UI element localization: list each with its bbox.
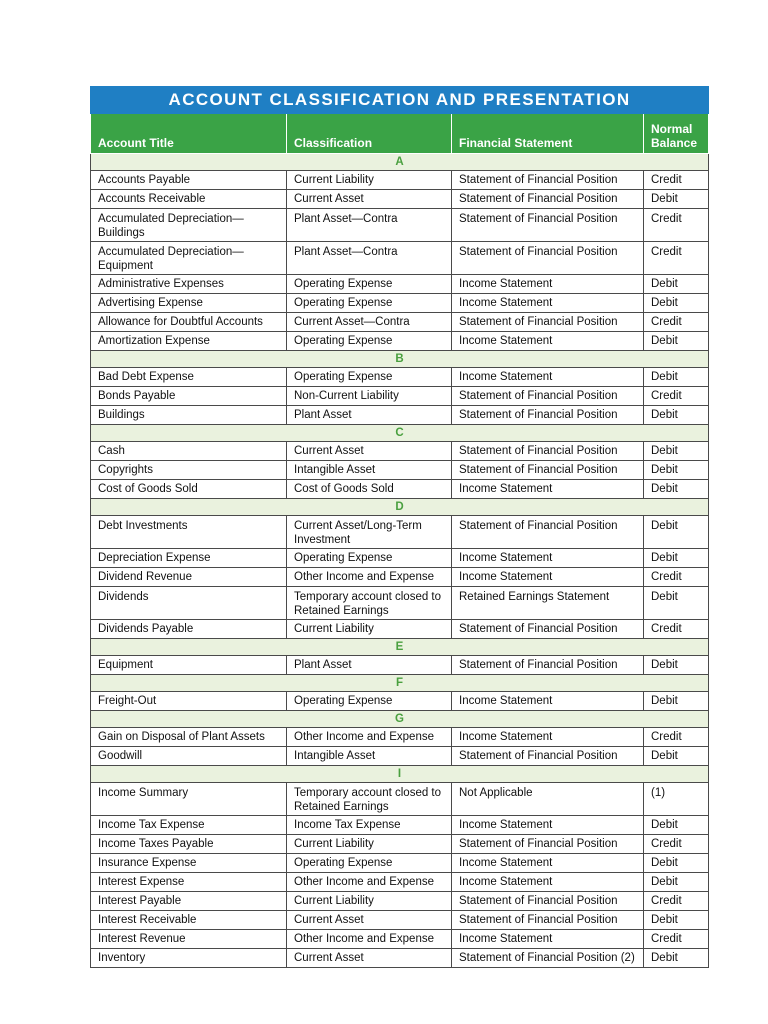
- cell-financial-statement: Income Statement: [452, 332, 644, 351]
- cell-financial-statement: Statement of Financial Position: [452, 620, 644, 639]
- cell-normal-balance: Debit: [644, 873, 709, 892]
- cell-financial-statement: Income Statement: [452, 368, 644, 387]
- section-header-row: [91, 425, 709, 442]
- cell-account-title: Insurance Expense: [91, 854, 287, 873]
- cell-normal-balance: Credit: [644, 620, 709, 639]
- table-row: [91, 275, 709, 294]
- cell-financial-statement: Statement of Financial Position: [452, 892, 644, 911]
- cell-financial-statement: Statement of Financial Position: [452, 747, 644, 766]
- cell-account-title: Accumulated Depreciation—Equipment: [91, 242, 287, 275]
- section-letter: B: [91, 351, 709, 368]
- cell-normal-balance: Debit: [644, 747, 709, 766]
- table-row: [91, 516, 709, 549]
- cell-account-title: Interest Revenue: [91, 930, 287, 949]
- cell-account-title: Copyrights: [91, 461, 287, 480]
- cell-account-title: Bonds Payable: [91, 387, 287, 406]
- table-row: [91, 783, 709, 816]
- cell-normal-balance: Debit: [644, 816, 709, 835]
- cell-account-title: Freight-Out: [91, 692, 287, 711]
- section-letter: E: [91, 639, 709, 656]
- section-letter: F: [91, 675, 709, 692]
- cell-classification: Operating Expense: [287, 854, 452, 873]
- table-row: [91, 190, 709, 209]
- cell-account-title: Accounts Receivable: [91, 190, 287, 209]
- table-row: [91, 387, 709, 406]
- cell-financial-statement: Statement of Financial Position: [452, 656, 644, 675]
- cell-account-title: Dividends Payable: [91, 620, 287, 639]
- table-title: ACCOUNT CLASSIFICATION AND PRESENTATION: [91, 87, 709, 114]
- cell-classification: Operating Expense: [287, 368, 452, 387]
- title-row: [91, 87, 709, 114]
- cell-account-title: Accounts Payable: [91, 171, 287, 190]
- cell-financial-statement: Statement of Financial Position (2): [452, 949, 644, 968]
- cell-account-title: Debt Investments: [91, 516, 287, 549]
- cell-normal-balance: Debit: [644, 949, 709, 968]
- table-row: [91, 854, 709, 873]
- cell-account-title: Interest Expense: [91, 873, 287, 892]
- cell-normal-balance: Debit: [644, 461, 709, 480]
- cell-financial-statement: Income Statement: [452, 692, 644, 711]
- cell-financial-statement: Statement of Financial Position: [452, 835, 644, 854]
- cell-classification: Temporary account closed to Retained Earnings: [287, 783, 452, 816]
- section-header-row: [91, 499, 709, 516]
- cell-normal-balance: Debit: [644, 656, 709, 675]
- cell-classification: Current Asset—Contra: [287, 313, 452, 332]
- cell-normal-balance: Credit: [644, 568, 709, 587]
- cell-classification: Current Asset: [287, 949, 452, 968]
- table-row: [91, 835, 709, 854]
- cell-classification: Plant Asset—Contra: [287, 242, 452, 275]
- cell-financial-statement: Statement of Financial Position: [452, 406, 644, 425]
- cell-normal-balance: Debit: [644, 480, 709, 499]
- section-header-row: [91, 766, 709, 783]
- cell-classification: Cost of Goods Sold: [287, 480, 452, 499]
- cell-classification: Income Tax Expense: [287, 816, 452, 835]
- cell-classification: Current Asset: [287, 442, 452, 461]
- table-row: [91, 442, 709, 461]
- cell-account-title: Depreciation Expense: [91, 549, 287, 568]
- cell-classification: Operating Expense: [287, 294, 452, 313]
- cell-classification: Temporary account closed to Retained Earnings: [287, 587, 452, 620]
- cell-normal-balance: Debit: [644, 854, 709, 873]
- cell-normal-balance: Debit: [644, 332, 709, 351]
- cell-normal-balance: Credit: [644, 728, 709, 747]
- cell-financial-statement: Statement of Financial Position: [452, 911, 644, 930]
- cell-account-title: Income Summary: [91, 783, 287, 816]
- cell-financial-statement: Income Statement: [452, 294, 644, 313]
- section-letter: G: [91, 711, 709, 728]
- cell-financial-statement: Income Statement: [452, 873, 644, 892]
- cell-financial-statement: Income Statement: [452, 854, 644, 873]
- table-row: [91, 568, 709, 587]
- cell-account-title: Advertising Expense: [91, 294, 287, 313]
- cell-classification: Current Liability: [287, 171, 452, 190]
- cell-financial-statement: Statement of Financial Position: [452, 190, 644, 209]
- cell-classification: Plant Asset: [287, 656, 452, 675]
- cell-normal-balance: Debit: [644, 190, 709, 209]
- cell-classification: Intangible Asset: [287, 747, 452, 766]
- cell-classification: Current Liability: [287, 620, 452, 639]
- cell-financial-statement: Statement of Financial Position: [452, 387, 644, 406]
- table-row: [91, 209, 709, 242]
- cell-financial-statement: Income Statement: [452, 816, 644, 835]
- cell-normal-balance: Debit: [644, 294, 709, 313]
- cell-financial-statement: Income Statement: [452, 930, 644, 949]
- cell-normal-balance: Credit: [644, 835, 709, 854]
- cell-account-title: Cash: [91, 442, 287, 461]
- cell-financial-statement: Statement of Financial Position: [452, 171, 644, 190]
- cell-account-title: Income Tax Expense: [91, 816, 287, 835]
- cell-financial-statement: Statement of Financial Position: [452, 313, 644, 332]
- table-row: [91, 332, 709, 351]
- cell-account-title: Goodwill: [91, 747, 287, 766]
- cell-financial-statement: Retained Earnings Statement: [452, 587, 644, 620]
- table-row: [91, 747, 709, 766]
- cell-account-title: Interest Receivable: [91, 911, 287, 930]
- section-header-row: [91, 154, 709, 171]
- cell-account-title: Buildings: [91, 406, 287, 425]
- cell-account-title: Amortization Expense: [91, 332, 287, 351]
- column-header-account-title: Account Title: [91, 114, 287, 154]
- cell-normal-balance: Debit: [644, 549, 709, 568]
- table-row: [91, 171, 709, 190]
- cell-financial-statement: Income Statement: [452, 480, 644, 499]
- section-letter: C: [91, 425, 709, 442]
- cell-normal-balance: Debit: [644, 442, 709, 461]
- section-header-row: [91, 675, 709, 692]
- cell-normal-balance: Credit: [644, 930, 709, 949]
- section-header-row: [91, 711, 709, 728]
- cell-normal-balance: Debit: [644, 692, 709, 711]
- cell-account-title: Accumulated Depreciation—Buildings: [91, 209, 287, 242]
- cell-normal-balance: Debit: [644, 516, 709, 549]
- cell-account-title: Equipment: [91, 656, 287, 675]
- cell-normal-balance: Debit: [644, 587, 709, 620]
- cell-classification: Non-Current Liability: [287, 387, 452, 406]
- section-header-row: [91, 351, 709, 368]
- table-row: [91, 949, 709, 968]
- cell-classification: Other Income and Expense: [287, 930, 452, 949]
- table-row: [91, 242, 709, 275]
- cell-classification: Current Asset/Long-Term Investment: [287, 516, 452, 549]
- cell-normal-balance: Credit: [644, 892, 709, 911]
- cell-account-title: Administrative Expenses: [91, 275, 287, 294]
- table-body: [91, 154, 709, 968]
- cell-account-title: Gain on Disposal of Plant Assets: [91, 728, 287, 747]
- column-header-row: [91, 114, 709, 154]
- cell-financial-statement: Income Statement: [452, 275, 644, 294]
- cell-financial-statement: Income Statement: [452, 568, 644, 587]
- cell-account-title: Interest Payable: [91, 892, 287, 911]
- cell-financial-statement: Statement of Financial Position: [452, 442, 644, 461]
- table-row: [91, 406, 709, 425]
- cell-account-title: Bad Debt Expense: [91, 368, 287, 387]
- cell-financial-statement: Statement of Financial Position: [452, 461, 644, 480]
- section-letter: D: [91, 499, 709, 516]
- table-row: [91, 368, 709, 387]
- cell-classification: Operating Expense: [287, 692, 452, 711]
- cell-classification: Current Liability: [287, 892, 452, 911]
- cell-classification: Other Income and Expense: [287, 568, 452, 587]
- cell-classification: Operating Expense: [287, 332, 452, 351]
- cell-financial-statement: Statement of Financial Position: [452, 209, 644, 242]
- cell-account-title: Allowance for Doubtful Accounts: [91, 313, 287, 332]
- cell-classification: Operating Expense: [287, 549, 452, 568]
- table-row: [91, 587, 709, 620]
- cell-financial-statement: Not Applicable: [452, 783, 644, 816]
- table-row: [91, 549, 709, 568]
- column-header-normal-balance: Normal Balance: [644, 114, 709, 154]
- cell-classification: Intangible Asset: [287, 461, 452, 480]
- table-row: [91, 294, 709, 313]
- cell-normal-balance: Credit: [644, 171, 709, 190]
- cell-classification: Plant Asset: [287, 406, 452, 425]
- section-letter: I: [91, 766, 709, 783]
- cell-normal-balance: Debit: [644, 368, 709, 387]
- table-row: [91, 930, 709, 949]
- cell-normal-balance: Debit: [644, 275, 709, 294]
- cell-classification: Plant Asset—Contra: [287, 209, 452, 242]
- cell-financial-statement: Income Statement: [452, 549, 644, 568]
- cell-classification: Other Income and Expense: [287, 873, 452, 892]
- column-header-financial-statement: Financial Statement: [452, 114, 644, 154]
- cell-normal-balance: Credit: [644, 242, 709, 275]
- table-row: [91, 461, 709, 480]
- cell-account-title: Inventory: [91, 949, 287, 968]
- table-row: [91, 620, 709, 639]
- cell-normal-balance: Credit: [644, 313, 709, 332]
- account-classification-sheet: [90, 86, 708, 968]
- cell-financial-statement: Statement of Financial Position: [452, 516, 644, 549]
- table-row: [91, 656, 709, 675]
- table-row: [91, 728, 709, 747]
- cell-normal-balance: (1): [644, 783, 709, 816]
- classification-table: [90, 86, 709, 968]
- cell-classification: Other Income and Expense: [287, 728, 452, 747]
- cell-classification: Current Liability: [287, 835, 452, 854]
- column-header-classification: Classification: [287, 114, 452, 154]
- cell-account-title: Dividends: [91, 587, 287, 620]
- cell-financial-statement: Statement of Financial Position: [452, 242, 644, 275]
- cell-normal-balance: Debit: [644, 406, 709, 425]
- table-row: [91, 692, 709, 711]
- cell-classification: Current Asset: [287, 190, 452, 209]
- cell-financial-statement: Income Statement: [452, 728, 644, 747]
- cell-classification: Operating Expense: [287, 275, 452, 294]
- cell-normal-balance: Credit: [644, 387, 709, 406]
- section-letter: A: [91, 154, 709, 171]
- cell-classification: Current Asset: [287, 911, 452, 930]
- cell-normal-balance: Debit: [644, 911, 709, 930]
- table-row: [91, 873, 709, 892]
- cell-account-title: Cost of Goods Sold: [91, 480, 287, 499]
- cell-account-title: Income Taxes Payable: [91, 835, 287, 854]
- section-header-row: [91, 639, 709, 656]
- table-row: [91, 911, 709, 930]
- cell-account-title: Dividend Revenue: [91, 568, 287, 587]
- table-row: [91, 480, 709, 499]
- table-row: [91, 816, 709, 835]
- table-row: [91, 313, 709, 332]
- table-row: [91, 892, 709, 911]
- cell-normal-balance: Credit: [644, 209, 709, 242]
